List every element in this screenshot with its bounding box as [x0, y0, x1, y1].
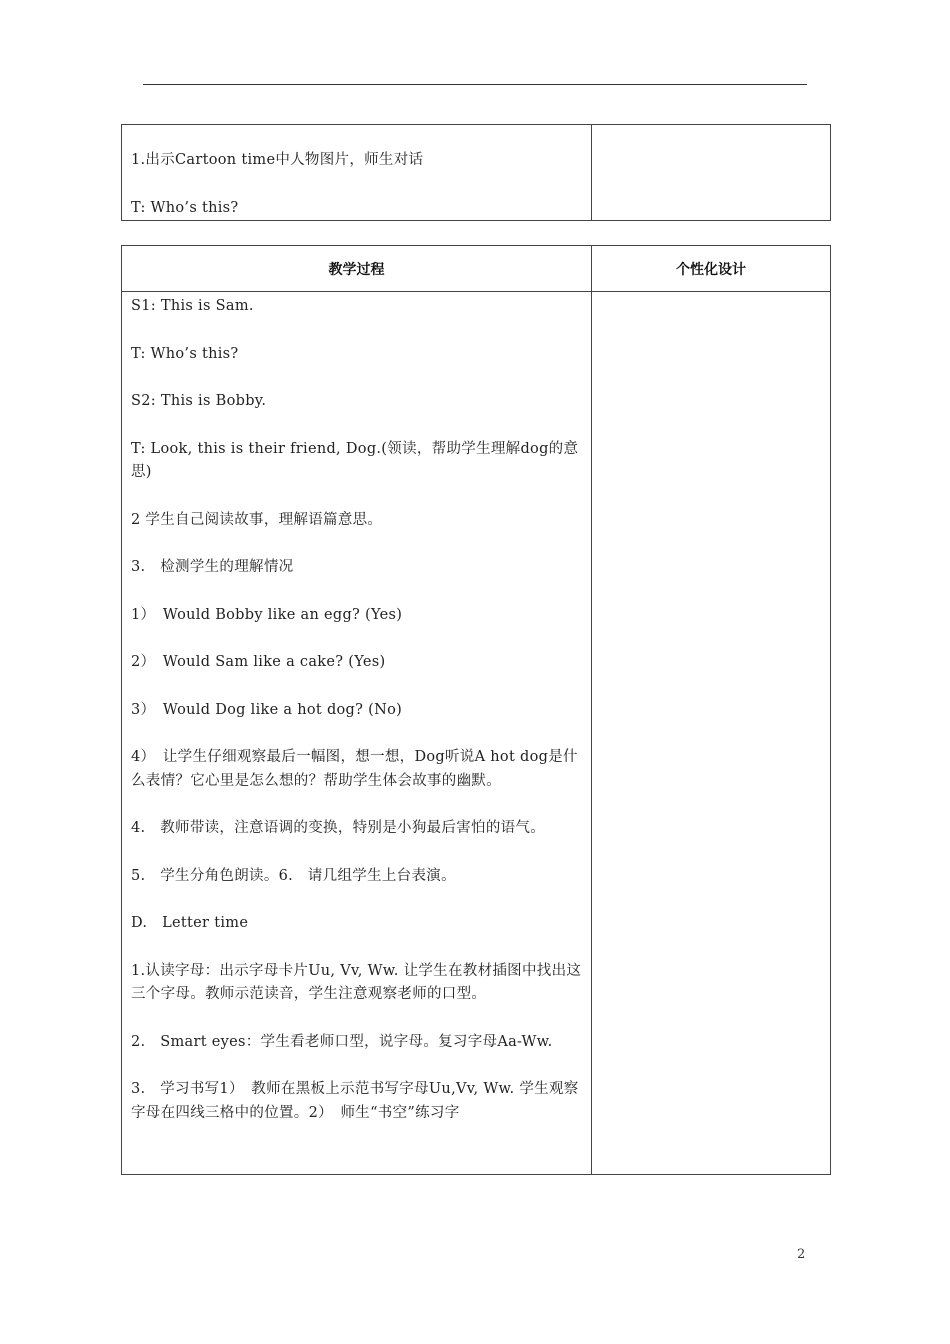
- text-line: T: Look, this is their friend, Dog.(领读，帮助学生理解dog的意思): [131, 440, 579, 480]
- personalized-design-cell: [592, 292, 831, 1175]
- personalized-design-cell: [592, 125, 831, 221]
- text-line: D. Letter time: [131, 915, 249, 931]
- column-header-teaching-process: 教学过程: [122, 246, 592, 292]
- text-line: 3. 检测学生的理解情况: [131, 559, 294, 575]
- column-header-personalized-design: 个性化设计: [592, 246, 831, 292]
- text-line: 2） Would Sam like a cake? (Yes): [131, 654, 386, 670]
- text-line: 5. 学生分角色朗读。6. 请几组学生上台表演。: [131, 867, 456, 884]
- text-line: 1） Would Bobby like an egg? (Yes): [131, 606, 403, 623]
- header-rule: [143, 84, 807, 85]
- text-line: 2 学生自己阅读故事，理解语篇意思。: [131, 511, 383, 528]
- table-row: [122, 292, 831, 1175]
- text-line: 1.出示Cartoon time中人物图片，师生对话: [131, 152, 424, 168]
- text-line: S2: This is Bobby.: [131, 393, 267, 409]
- page-number: 2: [797, 1247, 806, 1262]
- process-cell: [122, 125, 592, 221]
- text-line: 4） 让学生仔细观察最后一幅图，想一想，Dog听说A hot dog是什么表情？它心里是怎么想的？帮助学生体会故事的幽默。: [131, 749, 578, 789]
- text-line: 4. 教师带读，注意语调的变换，特别是小狗最后害怕的语气。: [131, 820, 546, 836]
- text-line: 1.认读字母：出示字母卡片Uu, Vv, Ww. 让学生在教材插图中找出这三个字母。教师示范读音，学生注意观察老师的口型。: [131, 962, 582, 1002]
- text-line: S1: This is Sam.: [131, 298, 254, 314]
- text-line: T: Who’s this?: [131, 199, 239, 216]
- table-row: [122, 125, 831, 221]
- text-line: T: Who’s this?: [131, 345, 239, 362]
- text-line: 3. 学习书写1） 教师在黑板上示范书写字母Uu,Vv, Ww. 学生观察字母在四线三格中的位置。2） 师生“书空”练习字: [131, 1081, 579, 1121]
- lesson-plan-table: [121, 245, 831, 1175]
- text-line: 2. Smart eyes：学生看老师口型，说字母。复习字母Aa-Ww.: [131, 1033, 553, 1050]
- text-line: 3） Would Dog like a hot dog? (No): [131, 701, 403, 718]
- table-header-row: [122, 246, 831, 292]
- continued-lesson-table: [121, 124, 831, 221]
- process-cell: [122, 292, 592, 1175]
